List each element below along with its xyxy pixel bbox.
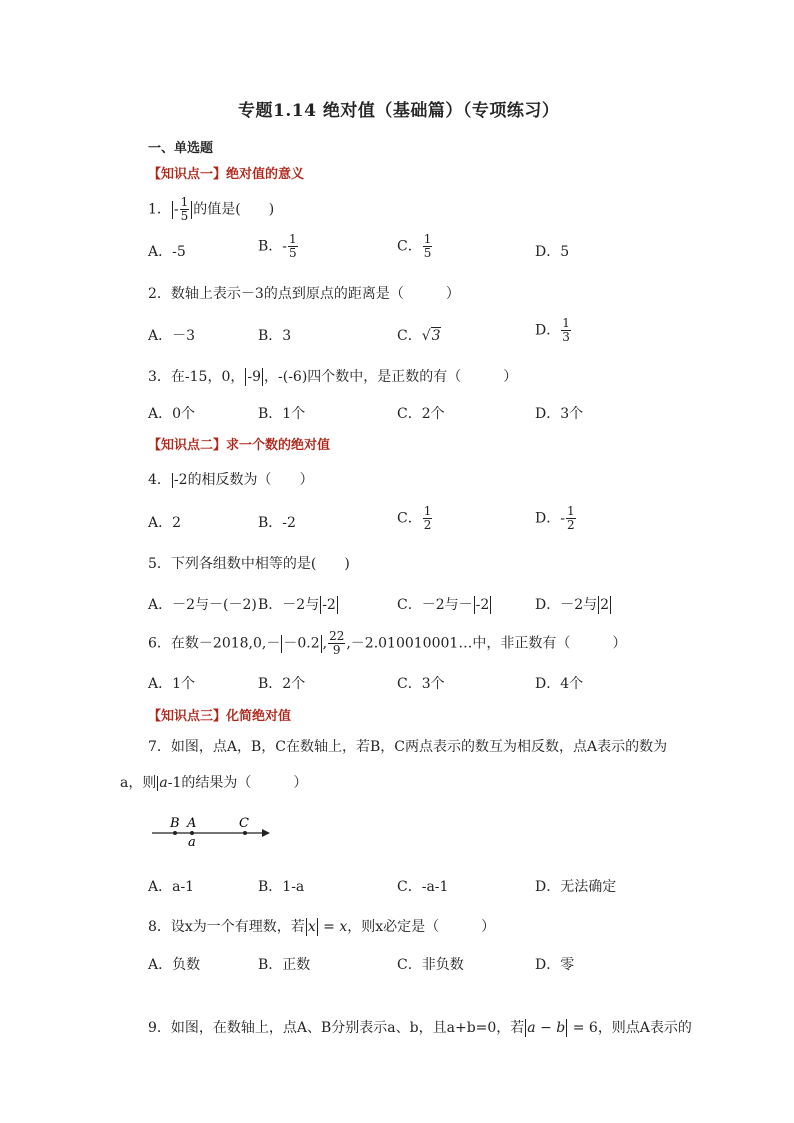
label-b: B (170, 816, 180, 831)
q1-option-d[interactable]: D．5 (535, 244, 570, 260)
q4-option-d[interactable]: D．- $\frac{1}{2}$ (535, 504, 575, 532)
question-3: 3．在-15，0， -9 ，-(-6)四个数中，是正数的有（ ） (148, 369, 518, 385)
q6-option-b[interactable]: B．2个 (258, 676, 306, 692)
q6-option-a[interactable]: A．1个 (148, 676, 196, 692)
section-heading: 一、单选题 (148, 141, 214, 156)
q7-option-b[interactable]: B．1-a (258, 879, 305, 895)
point-c (243, 831, 247, 835)
q1-option-c[interactable]: C． $\frac{1}{5}$ (397, 232, 432, 260)
question-1: 1． - $\frac{1}{5}$ 的值是( ) (148, 195, 275, 223)
q3-option-c[interactable]: C．2个 (397, 406, 445, 422)
question-6: 6．在数－2018,0,－ －0.2 , $\frac{22}{9}$ ,－2.010010001…中，非正数有（ ） (148, 629, 627, 657)
number-line-figure (148, 812, 278, 852)
q4-option-b[interactable]: B．-2 (258, 515, 296, 531)
q1-option-b[interactable]: B．- $\frac{1}{5}$ (258, 232, 297, 260)
point-b (173, 831, 177, 835)
question-9: 9．如图，在数轴上，点A、B分别表示a、b，且a+b=0，若 a − b = 6，则点A表示的 (148, 1020, 692, 1036)
question-5: 5．下列各组数中相等的是( ) (148, 556, 350, 572)
question-7-line-2: a，则 a-1的结果为（ ） (120, 775, 308, 791)
q3-option-b[interactable]: B．1个 (258, 406, 306, 422)
q5-option-d[interactable]: D．－2与 2 (535, 597, 610, 613)
q8-option-c[interactable]: C．非负数 (397, 957, 464, 973)
knowledge-point-1: 【知识点一】绝对值的意义 (148, 167, 305, 182)
label-a-value: a (188, 835, 196, 850)
q4-option-a[interactable]: A．2 (148, 515, 182, 531)
q7-option-d[interactable]: D．无法确定 (535, 879, 617, 895)
q7-option-a[interactable]: A．a-1 (148, 879, 195, 895)
q4-option-c[interactable]: C． $\frac{1}{2}$ (397, 504, 432, 532)
q7-option-c[interactable]: C．-a-1 (397, 879, 449, 895)
q6-option-c[interactable]: C．3个 (397, 676, 445, 692)
q8-option-b[interactable]: B．正数 (258, 957, 311, 973)
q2-option-b[interactable]: B．3 (258, 328, 292, 344)
q3-option-d[interactable]: D．3个 (535, 406, 584, 422)
q8-option-d[interactable]: D．零 (535, 957, 575, 973)
q2-option-c[interactable]: C．√3 (397, 328, 441, 344)
label-c: C (239, 816, 249, 831)
q2-option-d[interactable]: D． $\frac{1}{3}$ (535, 316, 570, 344)
q3-option-a[interactable]: A．0个 (148, 406, 196, 422)
q1-option-a[interactable]: A．-5 (148, 244, 186, 260)
q5-option-c[interactable]: C．－2与－ -2 (397, 597, 490, 613)
q2-option-a[interactable]: A．－3 (148, 328, 196, 344)
question-7-line-1: 7．如图，点A，B，C在数轴上，若B，C两点表示的数互为相反数，点A表示的数为 (148, 739, 668, 755)
q6-option-d[interactable]: D．4个 (535, 676, 584, 692)
q5-option-a[interactable]: A．－2与－(－2) (148, 597, 257, 613)
question-2: 2．数轴上表示－3的点到原点的距离是（ ） (148, 286, 460, 302)
page-title: 专题1.14 绝对值（基础篇）（专项练习） (238, 101, 560, 121)
label-a: A (187, 816, 197, 831)
question-4: 4． -2的相反数为（ ） (148, 472, 314, 488)
knowledge-point-3: 【知识点三】化简绝对值 (148, 709, 292, 724)
knowledge-point-2: 【知识点二】求一个数的绝对值 (148, 438, 331, 453)
q8-option-a[interactable]: A．负数 (148, 957, 201, 973)
arrow-icon (262, 829, 270, 837)
q5-option-b[interactable]: B．－2与 -2 (258, 597, 336, 613)
question-8: 8．设x为一个有理数，若 x = x，则x必定是（ ） (148, 919, 496, 935)
